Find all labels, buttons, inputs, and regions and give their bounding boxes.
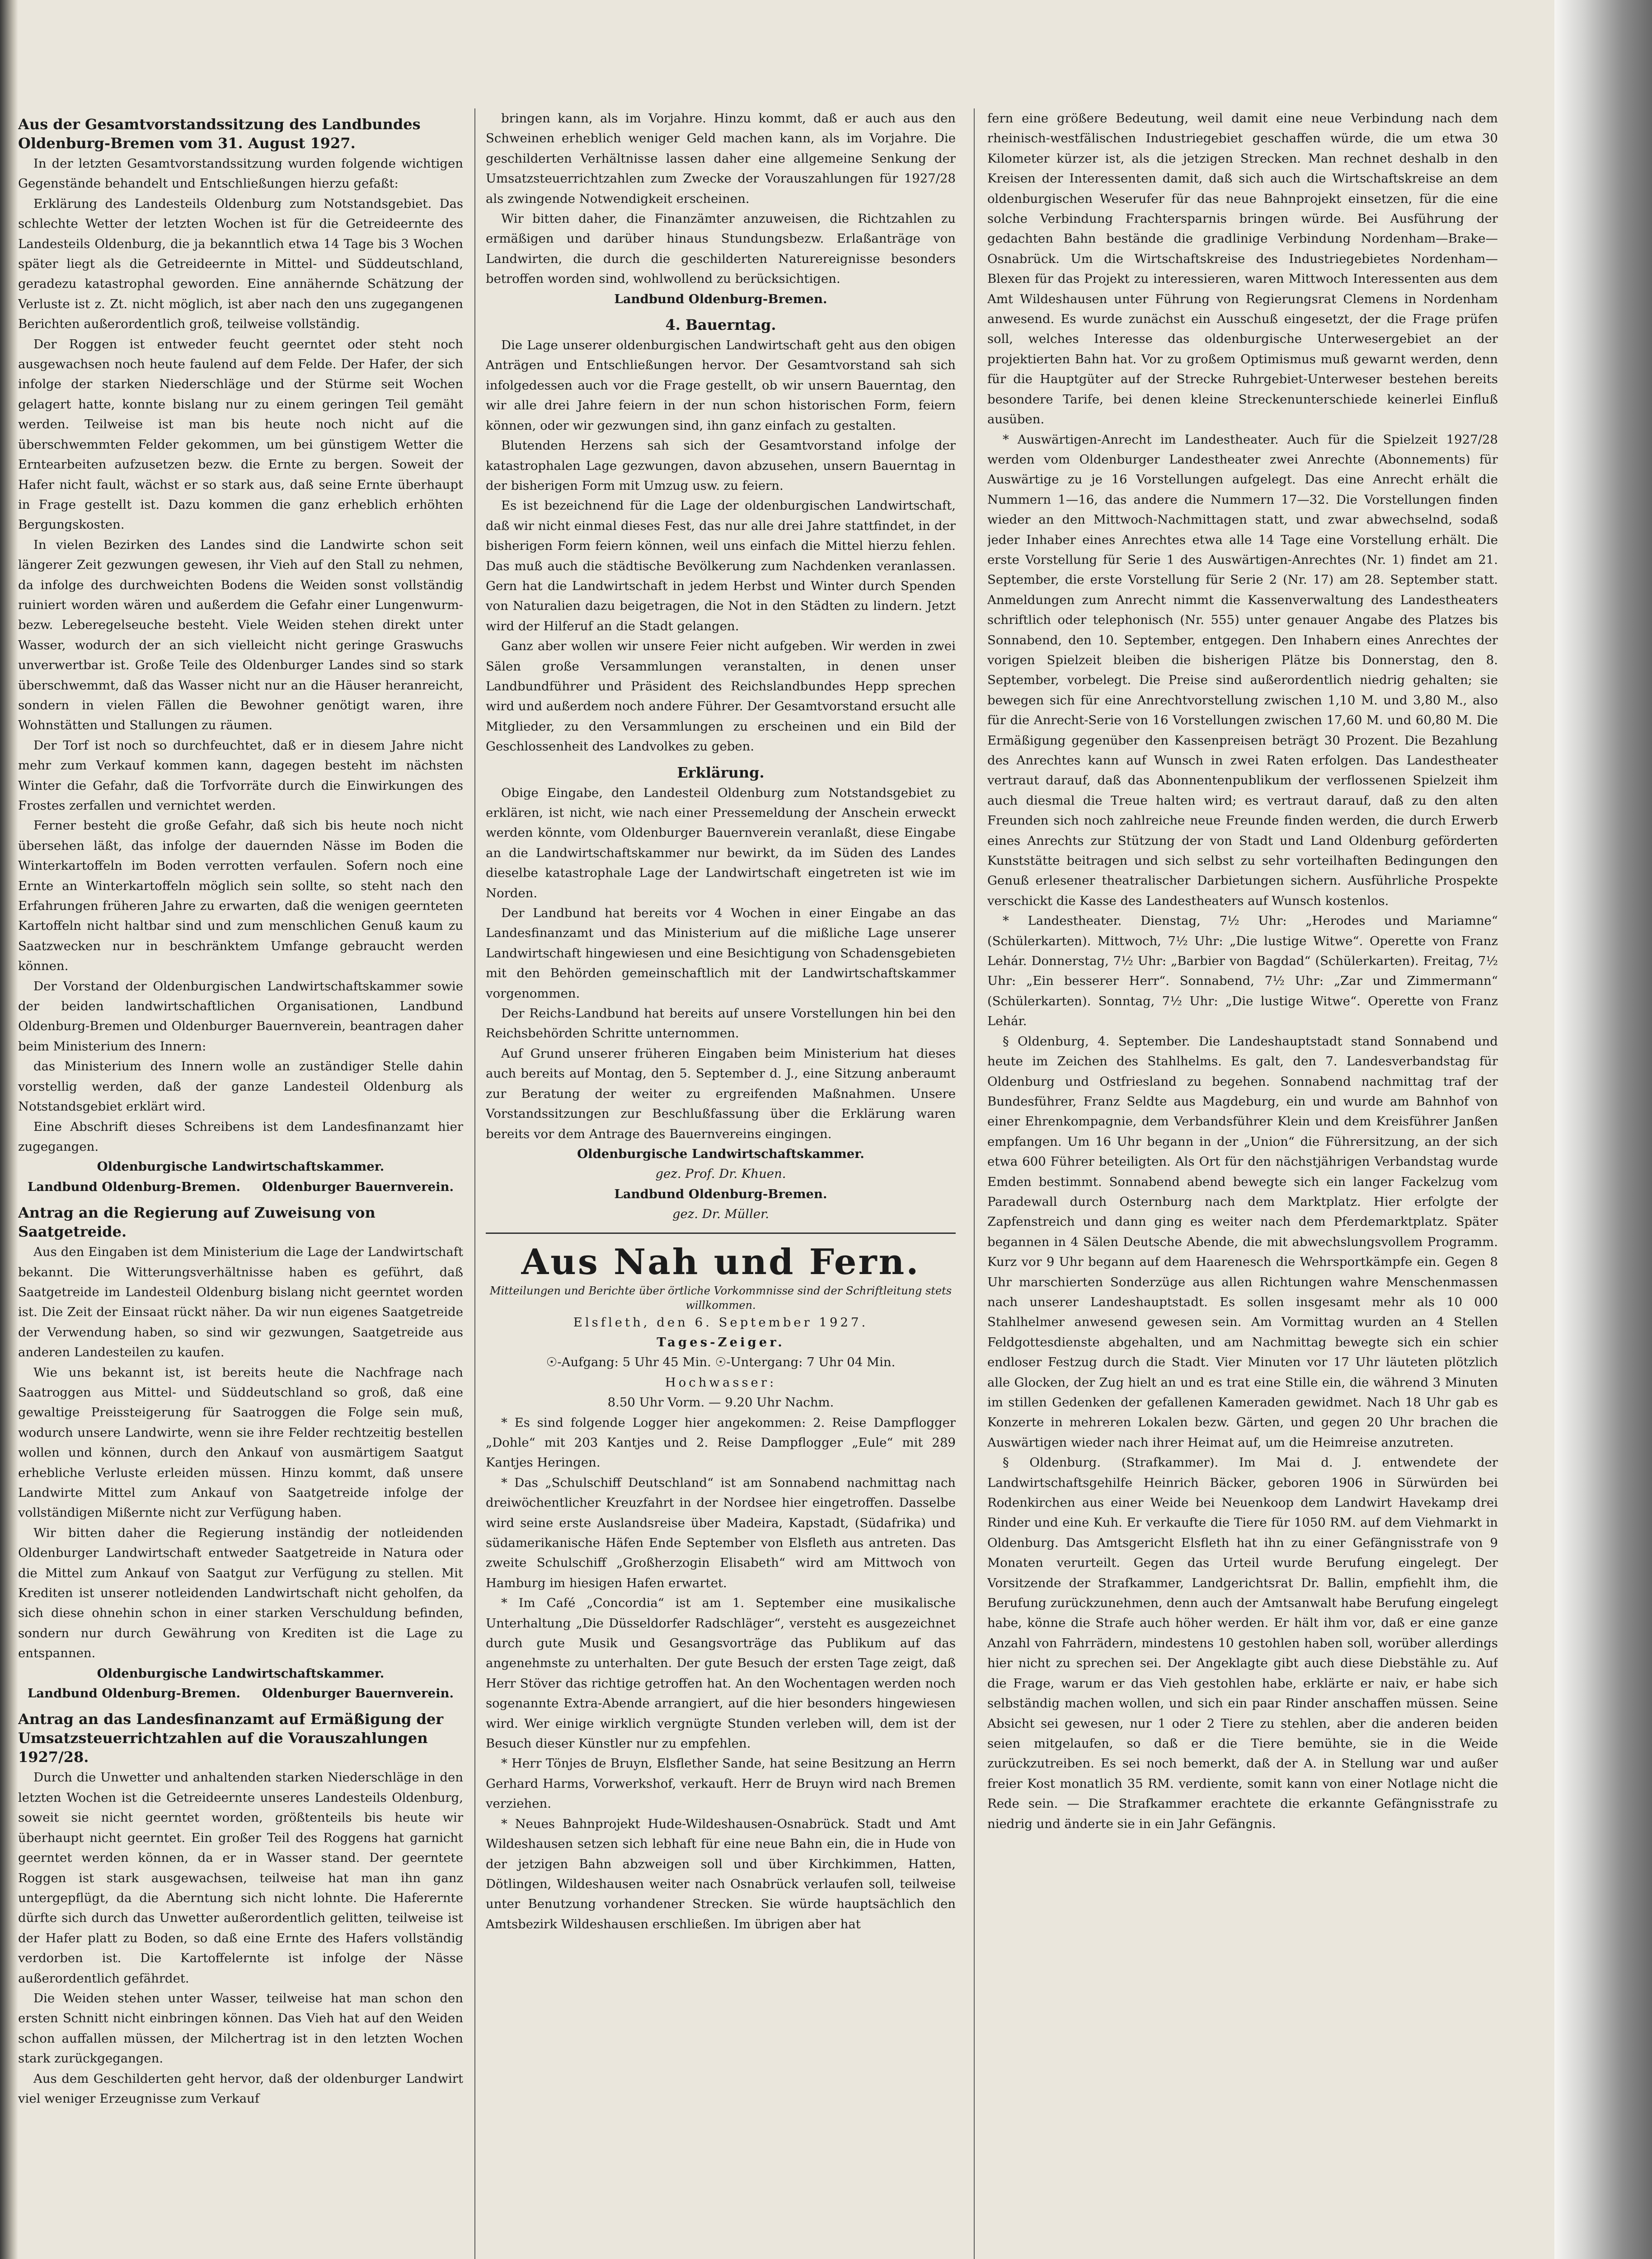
paragraph: das Ministerium des Innern wolle an zuständiger Stelle dahin vorstellig werden, daß der ganze Landesteil Oldenburg als Notstandsgebiet erklärt wird. [18,1059,463,1114]
paragraph: * Das „Schulschiff Deutschland“ ist am Sonnabend nachmittag nach dreiwöchentlicher Kreuzfahrt in der Nordsee hier eingetroffen. Dasselbe wird seine erste Auslandsreise über Madeira, Kapstadt, (Südafrika) und südamerikanische Häfen Ende September von Elsfleth aus antreten. Das zweite Schulschiff „Großherzogin Elisabeth“ wird am Mittwoch von Hamburg im hiesigen Hafen erwartet. [486,1475,956,1590]
signature-name: gez. Prof. Dr. Khuen. [655,1167,786,1181]
paragraph: Blutenden Herzens sah sich der Gesamtvorstand infolge der katastrophalen Lage gezwungen, davon abzusehen, unsern Bauerntag in der bisherigen Form mit Umzug usw. zu feiern. [486,438,956,493]
paragraph: Obige Eingabe, den Landesteil Oldenburg zum Notstandsgebiet zu erklären, ist nicht, wie nach einer Pressemeldung der Anschein erweckt werden könnte, vom Oldenburger Bauernverein veranlaßt, diese Eingabe an die Landwirtschaftskammer nur bewirkt, da im Süden des Landes dieselbe katastrophale Lage der Landwirtschaft eingetreten ist wie im Norden. [486,785,956,900]
paragraph: bringen kann, als im Vorjahre. Hinzu kommt, daß er auch aus den Schweinen erheblich weniger Geld machen kann, als im Vorjahre. Die geschilderten Verhältnisse lassen daher eine allgemeine Senkung der Umsatzsteuerrichtzahlen zum Zwecke der Vorauszahlungen für 1927/28 als zwingende Notwendigkeit erscheinen. [486,111,956,206]
gutter-shadow [0,0,18,2259]
paragraph: Eine Abschrift dieses Schreibens ist dem Landesfinanzamt hier zugegangen. [18,1119,463,1154]
dateline: Elsfleth, den 6. September 1927. [573,1315,868,1330]
paragraph: fern eine größere Bedeutung, weil damit eine neue Verbindung nach dem rheinisch-westfälischen Industriegebiet geschaffen würde, die um etwa 30 Kilometer kürzer ist, als die jetzigen Strecken. Man rechnet deshalb in den Kreisen der Interessenten damit, daß sich auch die Wirtschaftskreise an dem oldenburgischen Weserufer für das neue Bahnprojekt einsetzen, für die eine solche Verbindung Frachtersparnis bringen würde. Bei Ausführung der gedachten Bahn bestände die gradlinige Verbindung Nordenham—Brake—Osnabrück. Um die Wirtschaftskreise des Industriegebietes Nordenham—Blexen für das Projekt zu interessieren, waren Mittwoch Interessenten aus dem Amt Wildeshausen unter Führung von Regierungsrat Clemens in Nordenham anwesend. Es wurde zunächst ein Ausschuß eingesetzt, der die Frage prüfen soll, welches Interesse das oldenburgische Unterwesergebiet an der projektierten Bahn hat. Vor zu großem Optimismus muß gewarnt werden, denn für die Hauptgüter auf der Strecke Ruhrgebiet-Unterweser bestehen bereits besondere Tarife, bei denen kleine Streckenunterschiede keinerlei Einfluß ausüben. [987,111,1498,427]
article-heading: Aus der Gesamtvorstandssitzung des Landbundes Oldenburg-Bremen vom 31. August 1927. [18,116,421,152]
paragraph: Der Torf ist noch so durchfeuchtet, daß er in diesem Jahre nicht mehr zum Verkauf kommen kann, dagegen besteht im nächsten Winter die Gefahr, daß die Torfvorräte durch die Einwirkungen des Frostes zerfallen und vernichtet werden. [18,738,463,813]
paragraph: In der letzten Gesamtvorstandssitzung wurden folgende wichtigen Gegenstände behandelt und Entschließungen hierzu gefaßt: [18,156,463,191]
paragraph: Auf Grund unserer früheren Eingaben beim Ministerium hat dieses auch bereits auf Montag, den 5. September d. J., eine Sitzung anberaumt zur Beratung der weiter zu ergreifenden Maßnahmen. Unsere Vorstandssitzungen zur Beschlußfassung über die Erklärung waren bereits vor dem Antrage des Bauernvereins eingingen. [486,1046,956,1141]
signature-left: Landbund Oldenburg-Bremen. [27,1179,241,1194]
signature-name: gez. Dr. Müller. [672,1207,770,1222]
paragraph: Es ist bezeichnend für die Lage der oldenburgischen Landwirtschaft, daß wir nicht einmal dieses Fest, das nur alle drei Jahre stattfindet, in der bisherigen Form feiern können, weil uns einfach die Mittel hierzu fehlen. Das muß auch die städtische Bevölkerung zum Nachdenken veranlassen. Gern hat die Landwirtschaft in jedem Herbst und Winter durch Spenden von Naturalien dazu beigetragen, die Not in den Städten zu lindern. Jetzt wird der Hilferuf an die Stadt gelangen. [486,498,956,633]
high-water-heading: Hochwasser: [665,1375,777,1390]
column-3 [987,108,1498,2259]
signature-left: Landbund Oldenburg-Bremen. [27,1686,241,1701]
signature-pair [18,1177,463,1197]
column-rule [974,108,975,2259]
column-rule [474,108,475,2259]
page-edge [1554,0,1652,2259]
paragraph: Wie uns bekannt ist, ist bereits heute die Nachfrage nach Saatroggen aus Mittel- und Süddeutschland so groß, daß eine gewaltige Preissteigerung für Saatroggen die Folge sein muß, wodurch unsere Landwirte, wenn sie ihre Felder rechtzeitig bestellen wollen und können, durch den Ankauf von ausmärtigem Saatgut erhebliche Verluste erleiden müssen. Hinzu kommt, daß unsere Landwirte Mittel zum Ankauf von Saatgetreide infolge der vollständigen Mißernte nicht zur Verfügung haben. [18,1365,463,1520]
signature-org: Oldenburgische Landwirtschaftskammer. [97,1666,385,1681]
paragraph: Der Roggen ist entweder feucht geerntet oder steht noch ausgewachsen noch heute faulend auf dem Felde. Der Hafer, der sich infolge der starken Niederschläge und der Stürme seit Wochen gelagert hatte, konnte bislang nur zu einem geringen Teil gemäht werden. Teilweise ist man bis heute noch nicht auf die überschwemmten Felder gekommen, um bei günstigem Wetter die Erntearbeiten aufzusetzen bezw. die Ernte zu bergen. Soweit der Hafer nicht fault, wächst er so stark aus, daß seine Ernte überhaupt in Frage gestellt ist. Dazu kommen die ganz erheblich erhöhten Bergungskosten. [18,337,463,532]
paragraph: * Herr Tönjes de Bruyn, Elsflether Sande, hat seine Besitzung an Herrn Gerhard Harms, Vorwerkshof, verkauft. Herr de Bruyn wird nach Bremen verziehen. [486,1756,956,1811]
signature-right: Oldenburger Bauernverein. [262,1179,454,1194]
signature-org: Oldenburgische Landwirtschaftskammer. [97,1159,385,1174]
paragraph: Aus den Eingaben ist dem Ministerium die Lage der Landwirtschaft bekannt. Die Witterungsverhältnisse haben es geführt, daß Saatgetreide im Landesteil Oldenburg bislang nicht geerntet worden ist. Die Zeit der Einsaat rückt näher. Da wir nun eigenes Saatgetreide der Verwendung haben, so sind wir gezwungen, Saatgetreide aus anderen Landesteilen zu kaufen. [18,1245,463,1360]
section-masthead: Aus Nah und Fern. [521,1241,920,1283]
paragraph: Wir bitten daher, die Finanzämter anzuweisen, die Richtzahlen zu ermäßigen und darüber hinaus Stundungsbezw. Erlaßanträge von Landwirten, die durch die geschilderten Naturereignisse besonders betroffen worden sind, wohlwollend zu berücksichtigen. [486,211,956,286]
article-heading: Antrag an die Regierung auf Zuweisung von Saatgetreide. [18,1204,375,1241]
sun-times: ☉-Aufgang: 5 Uhr 45 Min. ☉-Untergang: 7 Uhr 04 Min. [546,1355,896,1370]
article-heading: Erklärung. [677,764,765,781]
paragraph: Wir bitten daher die Regierung inständig der notleidenden Oldenburger Landwirtschaft entweder Saatgetreide in Natura oder die Mittel zum Ankauf von Saatgut zur Verfügung zu stellen. Mit Krediten ist unserer notleidenden Landwirtschaft nicht geholfen, da sich diese ohnehin schon in einer starken Verschuldung befinden, sondern nur durch Gewährung von Krediten ist die Lage zu entspannen. [18,1525,463,1661]
paragraph: Durch die Unwetter und anhaltenden starken Niederschläge in den letzten Wochen ist die Getreideernte unseres Landesteils Oldenburg, soweit sie nicht geerntet worden, größtenteils bis heute wir überhaupt nicht geerntet. Ein großer Teil des Roggens hat garnicht geerntet werden können, da er in Wasser stand. Der geerntete Roggen ist stark ausgewachsen, teilweise hat man ihn ganz untergepflügt, da die Aberntung sich nicht lohnte. Die Haferernte dürfte sich durch das Unwetter außerordentlich gelitten, teilweise ist der Hafer platt zu Boden, so daß eine Ernte des Hafers vollständig verdorben ist. Die Kartoffelernte ist infolge der Nässe außerordentlich gefährdet. [18,1770,463,1986]
tages-zeiger-heading: Tages-Zeiger. [657,1335,785,1350]
paragraph: Der Landbund hat bereits vor 4 Wochen in einer Eingabe an das Landesfinanzamt und das Ministerium auf die mißliche Lage unserer Landwirtschaft hingewiesen und eine Besichtigung von Schadensgebieten mit den Behörden gemeinschaftlich mit der Landwirtschaftskammer vorgenommen. [486,906,956,1001]
paragraph: Ganz aber wollen wir unsere Feier nicht aufgeben. Wir werden in zwei Sälen große Versammlungen veranstalten, in denen unser Landbundführer und Präsident des Reichslandbundes Hepp sprechen wird und außerdem noch andere Führer. Der Gesamtvorstand ersucht alle Mitglieder, zu den Versammlungen zu erscheinen und ein Bild der Geschlossenheit des Landvolkes zu geben. [486,639,956,754]
paragraph: § Oldenburg, 4. September. Die Landeshauptstadt stand Sonnabend und heute im Zeichen des Stahlhelms. Es galt, den 7. Landesverbandstag für Oldenburg und Ostfriesland zu begehen. Sonnabend nachmittag traf der Bundesführer, Franz Seldte aus Magdeburg, ein und wurde am Bahnhof von einer Ehrenkompagnie, dem Verbandsführer Klein und dem Kreisführer Janßen empfangen. Um 16 Uhr begann in der „Union“ die Führersitzung, an der sich etwa 600 Führer beteiligten. Als Ort für den nächstjährigen Verbandstag wurde Emden bestimmt. Sonnabend abend bewegte sich ein langer Fackelzug vom Paradewall durch Osternburg nach dem Marktplatz. Hier erfolgte der Zapfenstreich und dann ging es weiter nach dem Pferdemarktplatz. Später begannen in 4 Sälen Deutsche Abende, die mit abwechslungsvollem Programm. Kurz vor 9 Uhr begann auf dem Haarenesch die Wehrsportkämpfe ein. Gegen 8 Uhr marschierten Sonderzüge aus allen Richtungen wahre Menschenmassen nach unserer Landeshauptstadt. Es sollen insgesamt mehr als 10 000 Stahlhelmer anwesend gewesen sein. Am Vormittag wurden an 4 Stellen Feldgottesdienste abgehalten, und am Nachmittag bewegte sich ein schier endloser Festzug durch die Stadt. Vier Minuten vor 17 Uhr läuteten plötzlich alle Glocken, der Zug hielt an und es trat eine Stille ein, die während 3 Minuten im stillen Gedenken der gefallenen Kameraden gewidmet. Nach 18 Uhr gab es Konzerte in mehreren Lokalen bezw. Gärten, und gegen 20 Uhr brachen die Auswärtigen wieder nach ihrer Heimat auf, um die Heimreise anzutreten. [987,1034,1498,1450]
paragraph: Ferner besteht die große Gefahr, daß sich bis heute noch nicht übersehen läßt, das infolge der dauernden Nässe im Boden die Winterkartoffeln im Boden verrotten verfaulen. Sofern noch eine Ernte an Winterkartoffeln möglich sein sollte, so steht nach den Erfahrungen früheren Jahre zu erwarten, daß die wenigen geernteten Kartoffeln nicht haltbar sind und zum menschlichen Genuß kaum zu Saatzwecken nur in beschränktem Umfange gebraucht werden können. [18,818,463,974]
paragraph: In vielen Bezirken des Landes sind die Landwirte schon seit längerer Zeit gezwungen gewesen, ihr Vieh auf den Stall zu nehmen, da infolge des durchweichten Bodens die Weiden sonst vollständig ruiniert worden wären und außerdem die Gefahr einer Lungenwurm- bezw. Leberegelseuche besteht. Viele Weiden stehen direkt unter Wasser, wodurch der an sich vielleicht nicht geringe Graswuchs unverwertbar ist. Große Teile des Oldenburger Landes sind so stark überschwemmt, daß das Wasser nicht nur an die Häuser heranreicht, sondern in vielen Fällen die Bewohner genötigt waren, ihre Wohnstätten und Stallungen zu räumen. [18,537,463,733]
column-2 [486,108,956,2259]
signature-org: Landbund Oldenburg-Bremen. [614,291,827,306]
section-subtitle: Mitteilungen und Berichte über örtliche Vorkommnisse sind der Schriftleitung stets willkommen. [489,1284,952,1312]
paragraph: Die Weiden stehen unter Wasser, teilweise hat man schon den ersten Schnitt nicht einbringen können. Das Vieh hat auf den Weiden schon auffallen müssen, der Milchertrag ist in den letzten Wochen stark zurückgegangen. [18,1991,463,2066]
signature-org: Landbund Oldenburg-Bremen. [614,1186,827,1201]
paragraph: * Im Café „Concordia“ ist am 1. September eine musikalische Unterhaltung „Die Düsseldorfer Radschläger“, versteht es ausgezeichnet durch gute Musik und Gesangsvorträge das Publikum auf das angenehmste zu unterhalten. Der gute Besuch der ersten Tage zeigt, daß Herr Stöver das richtige getroffen hat. An den Wochentagen werden noch sogenannte Extra-Abende arrangiert, auf die hier besonders hingewiesen wird. Wer einige wirklich vergnügte Stunden verleben will, dem ist der Besuch dieser Künstler nur zu empfehlen. [486,1596,956,1751]
paragraph: Die Lage unserer oldenburgischen Landwirtschaft geht aus den obigen Anträgen und Entschließungen hervor. Der Gesamtvorstand sah sich infolgedessen auch vor die Frage gestellt, ob wir unsern Bauerntag, den wir alle drei Jahre feiern in der nun schon historischen Form, feiern können, oder wir gezwungen sind, ihn ganz einfach zu gestalten. [486,338,956,433]
paragraph: * Es sind folgende Logger hier angekommen: 2. Reise Dampflogger „Dohle“ mit 203 Kantjes und 2. Reise Dampflogger „Eule“ mit 289 Kantjes Heringen. [486,1415,956,1470]
paragraph: § Oldenburg. (Strafkammer). Im Mai d. J. entwendete der Landwirtschaftsgehilfe Heinrich Bäcker, geboren 1906 in Sürwürden bei Rodenkirchen aus einer Weide bei Neuenkoop dem Landwirt Havekamp drei Rinder und eine Kuh. Er verkaufte die Tiere für 1050 RM. auf dem Viehmarkt in Oldenburg. Das Amtsgericht Elsfleth hat ihn zu einer Gefängnisstrafe von 9 Monaten verurteilt. Gegen das Urteil wurde Berufung eingelegt. Der Vorsitzende der Strafkammer, Landgerichtsrat Dr. Ballin, empfiehlt ihm, die Berufung zurückzunehmen, denn auch der Amtsanwalt habe Berufung eingelegt habe, könne die Strafe auch höher werden. Er hält ihm vor, daß er eine ganze Anzahl von Fahrrädern, mindestens 10 gestohlen haben soll, worüber allerdings hier nicht zu sprechen sei. Der Angeklagte gibt auch diese Diebstähle zu. Auf die Frage, warum er das Vieh gestohlen habe, erklärte er naiv, er habe sich selbständig machen wollen, und sich ein paar Rinder anschaffen müssen. Seine Absicht sei gewesen, nur 1 oder 2 Tiere zu stehlen, aber die anderen beiden seien mitgelaufen, so daß er die Tiere bemühte, sie in die Weide zurückzutreiben. Es sei noch bemerkt, daß der A. in Stellung war und außer freier Kost monatlich 35 RM. verdiente, somit kann von einer Notlage nicht die Rede sein. — Die Strafkammer erachtete die erkannte Gefängnisstrafe zu niedrig und änderte sie in ein Jahr Gefängnis. [987,1455,1498,1831]
paragraph: Der Vorstand der Oldenburgischen Landwirtschaftskammer sowie der beiden landwirtschaftlichen Organisationen, Landbund Oldenburg-Bremen und Oldenburger Bauernverein, beantragen daher beim Ministerium des Innern: [18,979,463,1054]
section-rule [486,1233,956,1234]
paragraph: * Neues Bahnprojekt Hude-Wildeshausen-Osnabrück. Stadt und Amt Wildeshausen setzen sich lebhaft für eine neue Bahn ein, die in Hude von der jetzigen Bahn abzweigen soll und über Kirchkimmen, Hatten, Dötlingen, Wildeshausen weiter nach Osnabrück verlaufen soll, teilweise unter Benutzung vorhandener Strecken. Sie würde hauptsächlich den Amtsbezirk Wildeshausen erschließen. Im übrigen aber hat [486,1816,956,1931]
signature-org: Oldenburgische Landwirtschaftskammer. [577,1146,864,1161]
signature-right: Oldenburger Bauernverein. [262,1686,454,1701]
paragraph: Erklärung des Landesteils Oldenburg zum Notstandsgebiet. Das schlechte Wetter der letzten Wochen ist für die Getreideernte des Landesteils Oldenburg, die ja bekanntlich etwa 14 Tage bis 3 Wochen später liegt als die Getreideernte in Mittel- und Süddeutschland, geradezu katastrophal geworden. Eine annähernde Schätzung der Verluste ist z. Zt. nicht möglich, ist aber nach den uns zugegangenen Berichten außerordentlich groß, teilweise vollständig. [18,196,463,332]
paragraph: * Auswärtigen-Anrecht im Landestheater. Auch für die Spielzeit 1927/28 werden vom Oldenburger Landestheater zwei Anrechte (Abonnements) für Auswärtige zu je 16 Vorstellungen aufgelegt. Das eine Anrecht erhält die Nummern 1—16, das andere die Nummern 17—32. Die Vorstellungen finden wieder an den Mittwoch-Nachmittagen statt, und zwar abwechselnd, sodaß jeder Inhaber eines Anrechtes etwa alle 14 Tage eine Vorstellung erhält. Die erste Vorstellung für Serie 1 des Auswärtigen-Anrechtes (Nr. 1) findet am 21. September, die erste Vorstellung für Serie 2 (Nr. 17) am 28. September statt. Anmeldungen zum Anrecht nimmt die Kassenverwaltung des Landestheaters schriftlich oder telephonisch (Nr. 555) unter genauer Angabe des Platzes bis Sonnabend, den 10. September, entgegen. Den Inhabern eines Anrechtes der vorigen Spielzeit bleiben die bisherigen Plätze bis Donnerstag, den 8. September, vorbelegt. Die Preise sind außerordentlich niedrig gehalten; sie bewegen sich für eine Anrechtvorstellung zwischen 1,10 M. und 3,80 M., also für die Anrecht-Serie von 16 Vorstellungen zwischen 17,60 M. und 60,80 M. Die Ermäßigung gegenüber den Kassenpreisen beträgt 30 Prozent. Die Bezahlung des Anrechtes kann auf Wunsch in zwei Raten erfolgen. Das Landestheater vertraut darauf, daß das Abonnentenpublikum der verflossenen Spielzeit ihm auch diesmal die Treue halten wird; es vertraut darauf, daß zu den alten Freunden sich noch zahlreiche neue Freunde finden werden, die durch Erwerb eines Anrechts zur Stützung der von Stadt und Land Oldenburg geförderten Kunststätte beitragen und sich selbst zu sehr vorteilhaften Bedingungen den Genuß erlesener theatralischer Darbietungen sichern. Ausführliche Prospekte verschickt die Kasse des Landestheaters auf Wunsch kostenlos. [987,432,1498,908]
article-heading: 4. Bauerntag. [665,316,776,334]
signature-pair [18,1683,463,1703]
article-heading: Antrag an das Landesfinanzamt auf Ermäßigung der Umsatzsteuerrichtzahlen auf die Vorauszahlungen 1927/28. [18,1711,444,1766]
column-1 [18,108,463,2259]
paragraph: * Landestheater. Dienstag, 7½ Uhr: „Herodes und Mariamne“ (Schülerkarten). Mittwoch, 7½ Uhr: „Die lustige Witwe“. Operette von Franz Lehár. Donnerstag, 7½ Uhr: „Barbier von Bagdad“ (Schülerkarten). Freitag, 7½ Uhr: „Ein besserer Herr“. Sonnabend, 7½ Uhr: „Zar und Zimmermann“ (Schülerkarten). Sonntag, 7½ Uhr: „Die lustige Witwe“. Operette von Franz Lehár. [987,914,1498,1029]
high-water-times: 8.50 Uhr Vorm. — 9.20 Uhr Nachm. [607,1395,834,1410]
paragraph: Aus dem Geschilderten geht hervor, daß der oldenburger Landwirt viel weniger Erzeugnisse zum Verkauf [18,2071,463,2106]
paragraph: Der Reichs-Landbund hat bereits auf unsere Vorstellungen hin bei den Reichsbehörden Schritte unternommen. [486,1006,956,1041]
